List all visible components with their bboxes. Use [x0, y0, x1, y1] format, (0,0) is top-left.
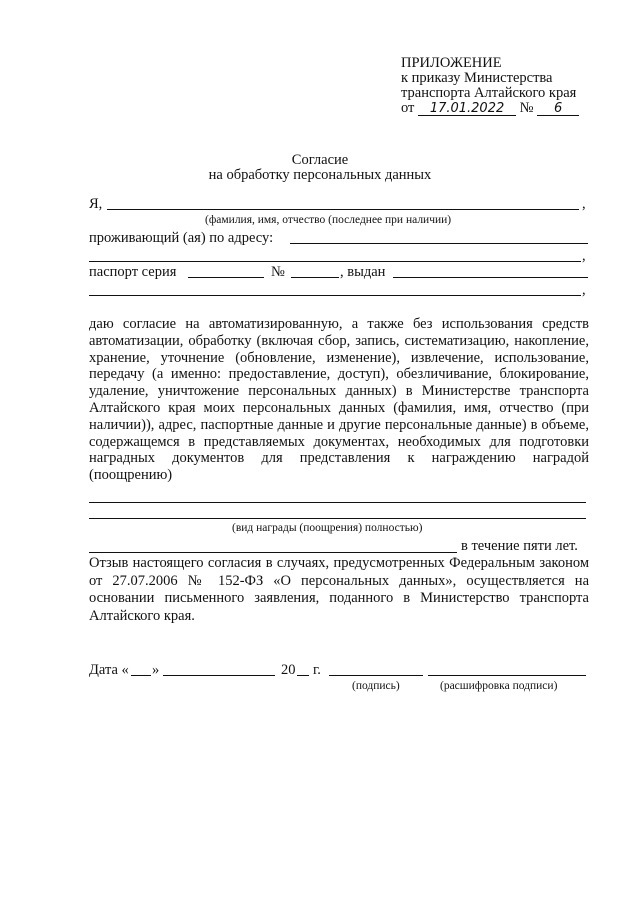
passport-number-label: №	[271, 264, 285, 280]
from-label: от	[401, 100, 415, 116]
order-number: 6	[537, 102, 579, 116]
appendix-title: ПРИЛОЖЕНИЕ	[401, 55, 502, 71]
i-label: Я,	[89, 196, 103, 212]
passport-comma: ,	[582, 282, 586, 298]
award-caption: (вид награды (поощрения) полностью)	[232, 522, 423, 534]
name-comma: ,	[582, 196, 586, 212]
revocation-paragraph	[89, 555, 589, 625]
signature-decode-field[interactable]	[428, 675, 586, 676]
signature-field[interactable]	[329, 675, 423, 676]
full-name-caption: (фамилия, имя, отчество (последнее при наличии)	[205, 214, 452, 226]
consent-paragraph: даю согласие на автоматизированную, а также без использования средств автоматизации, обработку (включая сбор, запись, систематизацию, накопление, хранение, уточнение (обновление, изменение), извлечение, использование, передачу (а именно: предоставление, доступ), обезличивание, блокирование, удаление, уничтожение персональных данных) в Министерстве транспорта Алтайского края моих персональных данных (фамилия, имя, отчество (при наличии)), адрес, паспортные данные и другие персональные данные) в объеме, содержащемся в представляемых документах, необходимых для подготовки наградных документов для представления к награждению наградой (поощрению)	[89, 316, 589, 484]
year-suffix: г.	[313, 662, 321, 678]
day-field[interactable]	[131, 675, 151, 676]
passport-issued-field[interactable]	[393, 277, 588, 278]
number-label: №	[519, 100, 534, 116]
award-field[interactable]	[89, 502, 586, 503]
address-label: проживающий (ая) по адресу:	[89, 230, 274, 246]
order-date: 17.01.2022	[418, 102, 516, 116]
passport-series-field[interactable]	[188, 277, 264, 278]
passport-issued-field-continued[interactable]	[89, 295, 581, 296]
document-title: Согласие	[291, 152, 349, 168]
date-quote-close: »	[152, 662, 160, 678]
award-field-continued[interactable]	[89, 518, 586, 519]
passport-series-label: паспорт серия	[89, 264, 177, 280]
address-comma: ,	[582, 248, 586, 264]
document-subtitle: на обработку персональных данных	[208, 167, 432, 183]
award-field-extra[interactable]	[89, 552, 457, 553]
date-label: Дата «	[89, 662, 129, 678]
address-field[interactable]	[290, 243, 588, 244]
year-prefix: 20	[281, 662, 296, 678]
appendix-header	[401, 56, 579, 116]
passport-number-field[interactable]	[291, 277, 339, 278]
month-field[interactable]	[163, 675, 275, 676]
year-field[interactable]	[297, 675, 309, 676]
revocation-text: Отзыв настоящего согласия в случаях, предусмотренных Федеральным законом от 27.07.2006 № 152-ФЗ «О персональных данных», осуществляется на основании письменного заявления, поданного в Министерство транспорта Алтайского края.	[89, 555, 589, 624]
address-field-continued[interactable]	[89, 261, 581, 262]
full-name-field[interactable]	[107, 209, 579, 210]
term-text: в течение пяти лет.	[461, 538, 578, 554]
signature-decode-caption: (расшифровка подписи)	[440, 680, 558, 692]
signature-caption: (подпись)	[352, 680, 400, 692]
appendix-order-line: к приказу Министерства	[401, 70, 553, 86]
appendix-date-line	[401, 101, 579, 116]
passport-issued-label: , выдан	[340, 264, 386, 280]
appendix-ministry-line: транспорта Алтайского края	[401, 85, 577, 101]
